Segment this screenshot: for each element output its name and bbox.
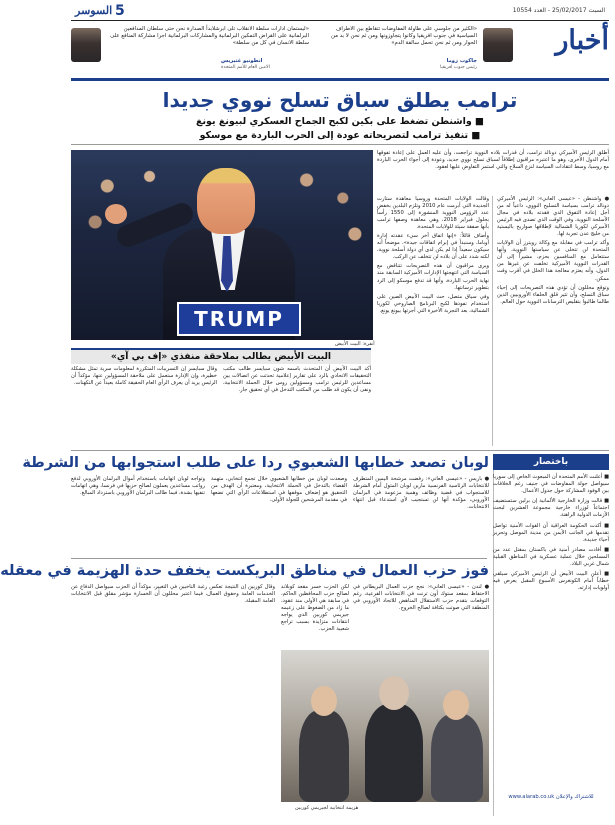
labour-headline: فوز حزب العمال في مناطق البريكست يخفف حدة الهزيمة في معقله	[0, 563, 489, 579]
main-story-column-1	[497, 196, 609, 450]
divider	[71, 144, 609, 145]
lepen-column-3: وتواجه لوبان اتهامات باستخدام أموال البرلمان الأوروبي لدفع رواتب مساعدين يعملون لصالح حزبها في فرنسا، وهي اتهامات تنفيها بشدة، فيما طالب البرلمان الأوروبي باسترداد المبالغ.	[71, 476, 205, 497]
brief-item: ■ قالت وزارة الخارجية الألمانية إن برلين ستستضيف اجتماعاً لوزراء خارجية مجموعة العشرين لبحث الأزمات الدولية الراهنة.	[493, 498, 609, 519]
newspaper-logo: السوسر	[75, 4, 113, 17]
labour-column-1: ● لندن - «عيسى العاني»: نجح حزب العمال البريطاني في الاحتفاظ بمقعد ستوك أون ترنت في الانتخابات الفرعية، رغم التوقعات بتقدم حزب الاستقلال المناهض للاتحاد الأوروبي في المنطقة التي صوتت بكثافة لصالح الخروج.	[353, 584, 489, 612]
labour-column-3: وقال كوربين إن النتيجة تعكس رغبة الناخبين في التغيير، مؤكداً أن الحزب سيواصل الدفاع عن الخدمات العامة وحقوق العمال، فيما اعتبر محللون أن الخسارة مؤشر مقلق قبل الانتخابات العامة المقبلة.	[71, 584, 275, 605]
lepen-column-2: وصعدت لوبان من خطابها الشعبوي خلال تجمع انتخابي، متهمة القضاء بالتدخل في الحملة الانتخابية، ومعتبرة أن الهدف من التحقيق هو إضعاف موقفها في استطلاعات الرأي التي تضعها في مقدمة المرشحين للجولة الأولى.	[211, 476, 347, 504]
section-title: أخبار	[555, 25, 609, 56]
quote-name: جاكوب زوما	[446, 58, 477, 64]
white-house-column-2: وقال سبايسر إن التسريبات المتكررة لمعلومات سرية تمثل مشكلة خطيرة، وإن الإدارة ستعمل على ملاحقة المسؤولين عنها، مؤكداً أن الرئيس يريد أن يعرف الرأي العام الحقيقة كاملة بعيداً عن التكهنات.	[71, 366, 217, 387]
corbyn-photo	[281, 650, 489, 802]
portrait-photo	[483, 28, 513, 62]
brief-item: ■ أعلنت الأمم المتحدة أن المبعوث الخاص إلى سوريا سيواصل جولة المفاوضات في جنيف رغم الخلافات بين الوفود المشاركة حول جدول الأعمال.	[493, 474, 609, 495]
white-house-column-1: أكد البيت الأبيض أن المتحدث باسمه شون سبايسر طالب مكتب التحقيقات الاتحادي بالرد على تقارير إعلامية تحدثت عن اتصالات بين مساعدين للرئيس ترامب ومسؤولين روس خلال الحملة الانتخابية، ونفى أن يكون قد طلب من المكتب التدخل في أي تحقيق جار.	[223, 366, 371, 394]
lepen-headline: لوبان تصعد خطابها الشعبوي ردا على طلب استجوابها من الشرطة	[22, 455, 489, 471]
paragraph: ويرى مراقبون أن هذه التصريحات تتناقض مع السياسة التي انتهجتها الإدارات الأميركية السابقة منذ نهاية الحرب الباردة، وأنها قد تدفع موسكو إلى الرد بتطوير ترسانتها.	[377, 263, 489, 291]
photo-caption: أنقرة: البيت الأبيض	[335, 341, 375, 347]
white-house-headline: البيت الأبيض يطالب بملاحقة منفذي «إف بي آي»	[71, 348, 371, 364]
paragraph: وأكد ترامب في مقابلة مع وكالة رويترز أن الولايات المتحدة لن تتخلى عن سياستها النووية، وأنها ستتعامل مع المنافسين بحزم، مشيراً إلى أن القدرات النووية الأميركية تخلفت عن غيرها من الدول، وأنه يعتزم معالجة هذا الخلل في أقرب وقت ممكن.	[497, 240, 609, 282]
paragraph: ● واشنطن - «عيسى العاني»: الرئيس الأميركي دونالد ترامب بسياسة التسليح النووي، داعياً له من أجل إعادة التفوق الذي فقدته بلاده في مجال الأسلحة النووية، وفي الوقت الذي تصدى فيه الرئيس الأميركي لكوريا الشمالية لإطلاقها صواريخ باليستية من خليج عدن تجربة لها.	[497, 196, 609, 238]
paragraph: وأضاف قائلاً: «إنها اتفاق آخر سيء عقدته إدارة أوباما، وسنبدأ في إبرام اتفاقات جيدة»، موضحاً أنه سيكون سعيداً إذا لم يكن لدى أي دولة أسلحة نووية، لكنه شدد على أن بلاده لن تتخلف عن الركب.	[377, 233, 489, 261]
brief-item: ■ أكدت الحكومة العراقية أن القوات الأمنية تواصل تقدمها في الجانب الأيمن من مدينة الموصل وتحرير أحياء جديدة.	[493, 522, 609, 543]
dateline: السبت 25/02/2017 - العدد 10554	[512, 7, 605, 14]
paragraph: وفي سياق متصل، حث البيت الأبيض الصين على استخدام نفوذها لكبح البرنامج الصاروخي لكوريا الشمالية، بعد التجربة الأخيرة التي أجرتها بيونغ يونغ.	[377, 293, 489, 314]
divider	[71, 558, 487, 559]
subheadline-1: ■ واشنطن تضغط على بكين لكبح الجماح العسكري لبيونغ يونغ	[195, 116, 485, 127]
quote-card-zuma	[313, 24, 513, 74]
subheadline-2: ■ تنفيذ ترامب لتصريحاته عودة إلى الحرب الباردة مع موسكو	[199, 130, 481, 141]
brief-item: ■ أفادت مصادر أمنية في باكستان بمقتل عدد من المسلحين خلال عملية عسكرية في المناطق القبلية شمال غربي البلاد.	[493, 546, 609, 568]
top-bar	[71, 4, 609, 21]
main-story-column-2	[377, 196, 489, 450]
person-figure	[365, 704, 423, 802]
person-head	[311, 686, 337, 716]
hand	[105, 204, 127, 224]
main-headline: ترامب يطلق سباق تسلح نووي جديدا	[162, 88, 518, 112]
person-head	[379, 676, 409, 710]
sidebar-briefs	[493, 474, 609, 790]
sidebar-footer: للاشتراك والإعلان www.alarab.co.uk	[508, 794, 594, 800]
quote-text: «الكثير من جلوسي على طاولة المفاوضات تتقاطع بين الاطراف السياسية في جنوب افريقيا وكانوا يتجاوزونها ومن ثم نحن لا بد من الحوار ومن ثم نحن تحمل سالفة الدم»	[331, 26, 477, 47]
paragraph: وقالت الولايات المتحدة وروسيا معاهدة ستارت الجديدة التي أبرمت عام 2010 وتلزم البلدين بخفض عدد الرؤوس النووية المنشورة إلى 1550 رأساً بحلول فبراير 2018، وهي معاهدة وصفها ترامب بأنها صفقة سيئة للولايات المتحدة.	[377, 196, 489, 231]
photo-caption: هزيمة انتخابية لجيريمي كوربين	[295, 805, 359, 811]
portrait-photo	[71, 28, 101, 62]
page-number: 5	[115, 3, 125, 19]
person-head	[443, 690, 469, 720]
quote-card-guterres	[71, 24, 313, 74]
quote-band	[71, 24, 609, 76]
person-figure	[431, 714, 483, 802]
quote-name: انطونيو غتيريس	[221, 58, 263, 64]
sidebar-title: باختصار	[493, 454, 609, 470]
quote-role: رئيس جنوب افريقيا	[440, 65, 477, 70]
lepen-column-1: ● باريس - «عيسى العاني»: رفضت مرشحة اليمين المتطرف للانتخابات الرئاسية الفرنسية مارين لوبان المثول أمام الشرطة للاستجواب في قضية وظائف وهمية مزعومة في البرلمان الأوروبي، مؤكدة أنها لن تستجيب لأي استدعاء قبل انتهاء الانتخابات.	[353, 476, 489, 511]
column-divider	[492, 196, 493, 446]
trump-sign-logo: TRUMP	[177, 302, 301, 336]
speaker-head	[197, 168, 255, 234]
brief-item: ■ أعلن البيت الأبيض أن الرئيس الأميركي سيلقي خطاباً أمام الكونغرس الأسبوع المقبل يعرض فيه أولويات إدارته.	[493, 571, 609, 592]
section-divider	[71, 78, 609, 81]
paragraph: وتوقع محللون أن تؤدي هذه التصريحات إلى إحياء سباق التسلح، وأن تثير قلق الحلفاء الأوروبيين الذين طالما طالبوا بتقليص الترسانات النووية حول العالم.	[497, 284, 609, 305]
person-figure	[299, 710, 349, 802]
labour-column-2: لكن الحزب خسر مقعد كوبلاند لصالح حزب المحافظين الحاكم، في سابقة هي الأولى منذ عقود، ما زاد من الضغوط على زعيمه جيريمي كوربين الذي يواجه انتقادات متزايدة بسبب تراجع شعبية الحزب.	[281, 584, 349, 633]
trump-rally-photo	[71, 150, 373, 340]
divider	[71, 450, 609, 451]
quote-role: الامين العام للأمم المتحدة	[221, 65, 270, 70]
main-story-intro: أطلق الرئيس الأميركي دونالد ترامب، أن قدرات بلاده النووية تراجعت، وأن عليه العمل على إعادة تفوقها أمام الدول الأخرى، وهو ما اعتبره مراقبون إطلاقاً لسباق تسلح نووي جديد، وعودة إلى أجواء الحرب الباردة مع روسيا، وسط انتقادات السياسة لنزع السلاح والتي استمر التفاوض عليها لعقود.	[377, 150, 609, 171]
quote-text: «ليستمان ادارات سلطة الانقلاب تلى ابرشلابدأ الصدارة نحن حتى سلطان المدافعين البرلمانية على القراض التمكين البرلمانية والمشاركات البرلمانية اجرا مشاركة المنافع على سلطة الانسان في كل من سلطة»	[110, 26, 309, 47]
